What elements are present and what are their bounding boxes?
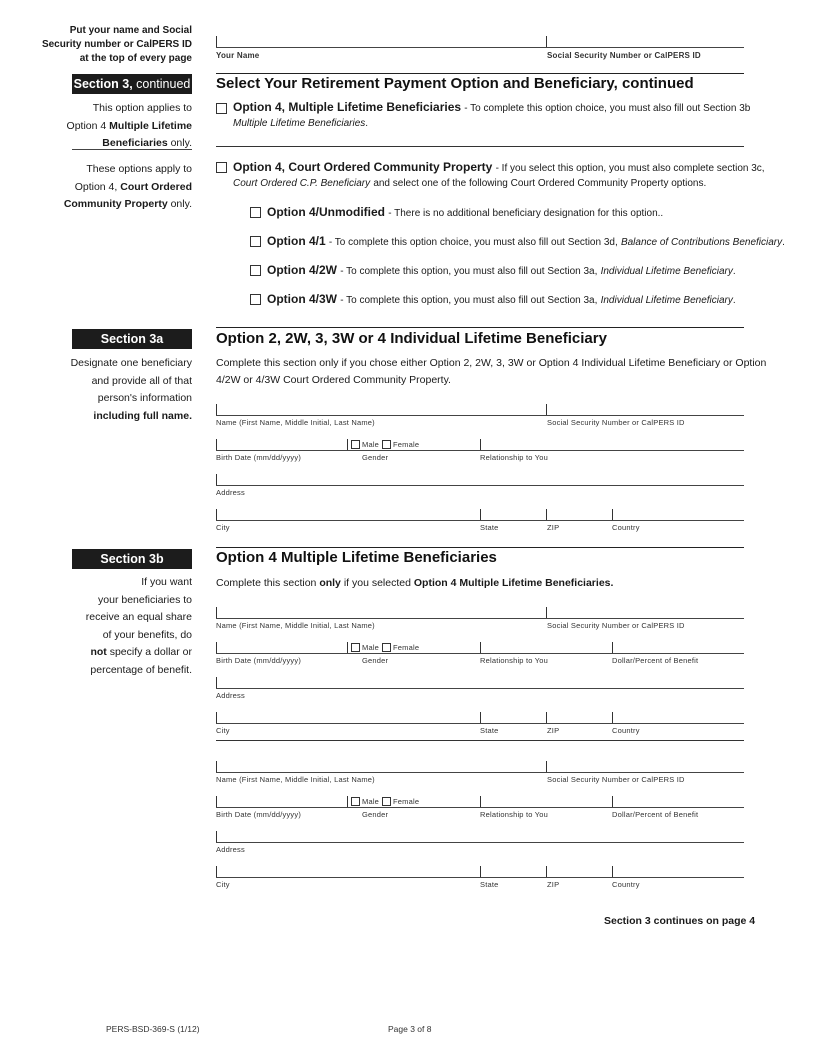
section-3b-title: Option 4 Multiple Lifetime Beneficiaries	[216, 549, 497, 566]
field-tick	[612, 642, 613, 653]
field-tick	[480, 509, 481, 520]
field-tick	[480, 439, 481, 450]
section-3a-title: Option 2, 2W, 3, 3W or 4 Individual Lifetime Beneficiary	[216, 330, 607, 347]
city-label: City	[216, 523, 230, 532]
form-id: PERS-BSD-369-S (1/12)	[106, 1024, 200, 1034]
section-3b-rule	[216, 547, 744, 548]
country-label: Country	[612, 523, 640, 532]
city-label: City	[216, 726, 230, 735]
female-checkbox[interactable]	[382, 440, 391, 449]
field-tick	[216, 607, 217, 618]
state-label: State	[480, 726, 499, 735]
country-label: Country	[612, 726, 640, 735]
field-tick	[546, 866, 547, 877]
city-label: City	[216, 880, 230, 889]
field-tick	[347, 796, 348, 807]
field-tick	[216, 509, 217, 520]
court-option-text: Option 4/1 - To complete this option choice, you must also fill out Section 3d, Balance of Contributions Beneficiary.	[267, 234, 785, 248]
beneficiary-details-field[interactable]	[216, 653, 744, 654]
address-field[interactable]	[216, 688, 744, 689]
zip-label: ZIP	[547, 523, 560, 532]
field-tick	[216, 677, 217, 688]
gender-label: Gender	[362, 810, 389, 819]
male-label: Male	[362, 643, 380, 652]
state-label: State	[480, 523, 499, 532]
name-label: Name (First Name, Middle Initial, Last Name)	[216, 621, 375, 630]
field-tick	[216, 404, 217, 415]
block-divider	[216, 740, 744, 741]
section-3a-rule	[216, 327, 744, 328]
field-tick	[546, 509, 547, 520]
ssn-label: Social Security Number or CalPERS ID	[547, 621, 685, 630]
section-3-rule	[216, 73, 744, 74]
your-name-field[interactable]	[216, 47, 744, 48]
gender-label: Gender	[362, 656, 389, 665]
female-label: Female	[393, 797, 420, 806]
field-tick	[216, 642, 217, 653]
city-state-zip-field[interactable]	[216, 877, 744, 878]
birth-date-label: Birth Date (mm/dd/yyyy)	[216, 810, 302, 819]
address-label: Address	[216, 488, 245, 497]
continues-note: Section 3 continues on page 4	[604, 915, 756, 927]
field-tick	[216, 761, 217, 772]
court-option-text: Option 4/2W - To complete this option, you must also fill out Section 3a, Individual Lifetime Beneficiary.	[267, 263, 736, 277]
address-label: Address	[216, 845, 245, 854]
section-3a-badge: Section 3a	[72, 329, 192, 349]
court-option-text: Option 4/3W - To complete this option, you must also fill out Section 3a, Individual Lifetime Beneficiary.	[267, 292, 736, 306]
male-label: Male	[362, 440, 380, 449]
male-checkbox[interactable]	[351, 643, 360, 652]
field-tick	[612, 866, 613, 877]
page-number: Page 3 of 8	[388, 1024, 432, 1034]
option-4-rule	[216, 146, 744, 147]
male-label: Male	[362, 797, 380, 806]
option-4-court-checkbox[interactable]	[216, 162, 227, 173]
city-state-zip-field[interactable]	[216, 723, 744, 724]
field-tick	[347, 642, 348, 653]
beneficiary-details-field[interactable]	[216, 807, 744, 808]
field-tick	[546, 607, 547, 618]
male-checkbox[interactable]	[351, 440, 360, 449]
state-label: State	[480, 880, 499, 889]
field-tick	[480, 642, 481, 653]
section-3b-badge: Section 3b	[72, 549, 192, 569]
header-instruction: Put your name and Social Security number or CalPERS ID at the top of every page	[41, 25, 192, 64]
beneficiary-name-field[interactable]	[216, 772, 744, 773]
name-label: Name (First Name, Middle Initial, Last Name)	[216, 418, 375, 427]
field-tick	[546, 712, 547, 723]
ssn-label: Social Security Number or CalPERS ID	[547, 51, 701, 60]
section-3a-intro: Complete this section only if you chose either Option 2, 2W, 3, 3W or Option 4 Individual Lifetime Beneficiary or Option 4/2W or 4/3W Court Ordered Community Property.	[216, 357, 767, 386]
beneficiary-details-field[interactable]	[216, 450, 744, 451]
field-tick	[480, 712, 481, 723]
section-3-badge: Section 3, continued	[72, 74, 192, 94]
field-tick	[612, 712, 613, 723]
female-label: Female	[393, 643, 420, 652]
dollar-percent-label: Dollar/Percent of Benefit	[612, 810, 699, 819]
ssn-label: Social Security Number or CalPERS ID	[547, 418, 685, 427]
section-3-title: Select Your Retirement Payment Option and Beneficiary, continued	[216, 75, 694, 92]
your-name-label: Your Name	[216, 51, 260, 60]
field-tick	[480, 866, 481, 877]
name-label: Name (First Name, Middle Initial, Last Name)	[216, 775, 375, 784]
field-tick	[216, 796, 217, 807]
option-4-court-text: Option 4, Court Ordered Community Property - If you select this option, you must also complete section 3c, Court Ordered C.P. Beneficiary and select one of the following Court Ordered Community Property options.	[233, 160, 765, 189]
court-option-checkbox[interactable]	[250, 207, 261, 218]
female-label: Female	[393, 440, 420, 449]
female-checkbox[interactable]	[382, 643, 391, 652]
relationship-label: Relationship to You	[480, 453, 549, 462]
field-tick	[216, 474, 217, 485]
zip-label: ZIP	[547, 726, 560, 735]
female-checkbox[interactable]	[382, 797, 391, 806]
field-tick	[546, 761, 547, 772]
country-label: Country	[612, 880, 640, 889]
field-tick	[216, 712, 217, 723]
gender-label: Gender	[362, 453, 389, 462]
option-4-text: Option 4, Multiple Lifetime Beneficiaries - To complete this option choice, you must also fill out Section 3b Multiple Lifetime Beneficiaries.	[233, 100, 751, 129]
address-field[interactable]	[216, 842, 744, 843]
court-option-checkbox[interactable]	[250, 294, 261, 305]
section-3-side-note-1: This option applies to Option 4 Multiple Lifetime Beneficiaries only.	[66, 102, 192, 149]
address-label: Address	[216, 691, 245, 700]
field-tick	[612, 509, 613, 520]
court-option-text: Option 4/Unmodified - There is no additional beneficiary designation for this option..	[267, 205, 664, 219]
birth-date-label: Birth Date (mm/dd/yyyy)	[216, 453, 302, 462]
field-tick	[480, 796, 481, 807]
relationship-label: Relationship to You	[480, 656, 549, 665]
birth-date-label: Birth Date (mm/dd/yyyy)	[216, 656, 302, 665]
section-3b-intro: Complete this section only if you selected Option 4 Multiple Lifetime Beneficiaries.	[216, 577, 614, 589]
field-tick	[216, 866, 217, 877]
side-divider	[72, 149, 192, 150]
ssn-field-tick	[546, 36, 547, 47]
address-field[interactable]	[216, 485, 744, 486]
field-tick	[216, 439, 217, 450]
section-3b-side-note: If you want your beneficiaries to receive an equal share of your benefits, do not specify a dollar or percentage of benefit.	[85, 576, 192, 676]
male-checkbox[interactable]	[351, 797, 360, 806]
beneficiary-name-field[interactable]	[216, 618, 744, 619]
dollar-percent-label: Dollar/Percent of Benefit	[612, 656, 699, 665]
field-tick	[612, 796, 613, 807]
field-tick	[347, 439, 348, 450]
zip-label: ZIP	[547, 880, 560, 889]
relationship-label: Relationship to You	[480, 810, 549, 819]
court-option-checkbox[interactable]	[250, 236, 261, 247]
ssn-label: Social Security Number or CalPERS ID	[547, 775, 685, 784]
section-3-side-note-2: These options apply to Option 4, Court Ordered Community Property only.	[63, 163, 192, 210]
field-tick	[216, 831, 217, 842]
court-option-checkbox[interactable]	[250, 265, 261, 276]
option-4-checkbox[interactable]	[216, 103, 227, 114]
section-3a-side-note: Designate one beneficiary and provide all of that person's information including full name.	[70, 357, 192, 422]
city-state-zip-field[interactable]	[216, 520, 744, 521]
beneficiary-name-field[interactable]	[216, 415, 744, 416]
field-tick	[546, 404, 547, 415]
name-field-tick	[216, 36, 217, 47]
